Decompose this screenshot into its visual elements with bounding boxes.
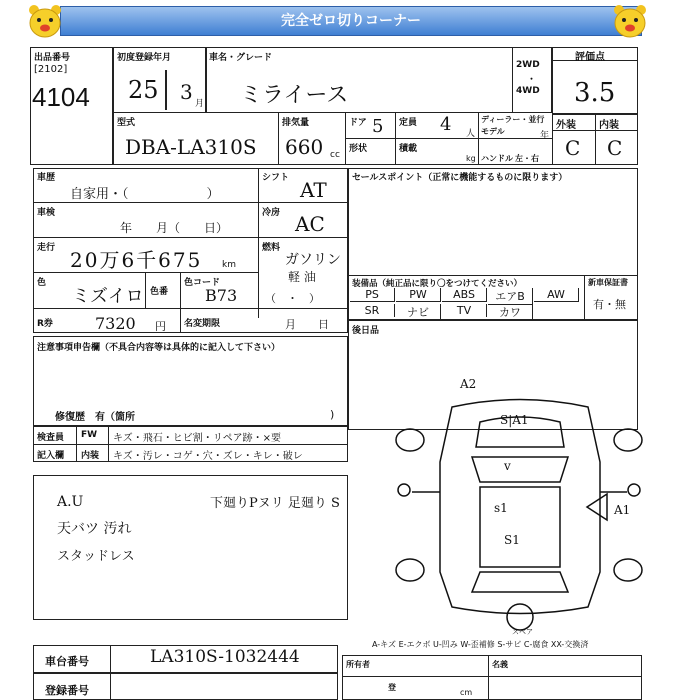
color-number-label: 色番: [150, 287, 169, 297]
name-change-label: 名変期限: [184, 319, 221, 329]
inspector-label: 検査員: [37, 433, 65, 443]
remarks-line2: 天バツ 汚れ: [57, 521, 132, 537]
history-label: 車歴: [37, 173, 56, 183]
exterior-grade: C: [565, 136, 581, 160]
mark-s-a1: S|A1: [500, 413, 529, 427]
doors-value: 5: [372, 116, 384, 137]
equipment-item: カワ: [488, 304, 533, 320]
recycle-unit: 円: [155, 320, 166, 333]
handle-label: ハンドル: [481, 154, 513, 163]
bear-mascot-left-icon: [25, 2, 65, 40]
inspector-interior: 内装: [81, 451, 100, 461]
mark-a1-right: A1: [614, 503, 631, 517]
equipment-item: AW: [534, 288, 579, 302]
equipment-item: エアB: [488, 288, 533, 305]
rear-seat-label: 後日品: [352, 326, 380, 336]
mark-v: v: [504, 459, 511, 473]
inspector-fw: FW: [81, 430, 98, 440]
capacity-label: 定員: [399, 118, 418, 128]
remarks-right: 下廻りPヌリ 足廻り S: [210, 496, 340, 511]
equipment-item: PS: [350, 288, 395, 302]
model-name-label: 車名・グレード: [209, 53, 273, 63]
model-year-unit: 年: [540, 131, 550, 141]
dealer-label: ディーラー・並行: [481, 115, 545, 124]
registration-month-unit: 月: [195, 99, 205, 109]
model-year-label: モデル: [481, 127, 505, 136]
shift-label: シフト: [262, 173, 290, 183]
inspection-value: 年 月（ 日）: [120, 221, 229, 235]
lot-number: 4104: [32, 82, 90, 112]
drive-4wd: 4WD: [516, 86, 540, 96]
equipment-label: 装備品（純正品に限り〇をつけてください）: [352, 279, 523, 289]
diagram-legend: A-キズ E-エクボ U-凹み W-歪補修 S-サビ C-腐食 XX-交換済: [372, 640, 589, 649]
inspector-row-fw: キズ・飛石・ヒビ割・リペア跡・×要: [113, 433, 281, 444]
lot-code: [2102]: [34, 64, 68, 75]
reg-label: 登: [388, 683, 396, 692]
equipment-item: TV: [442, 304, 487, 317]
fuel-handwritten: ガソリン: [285, 252, 341, 268]
repair-close: ): [330, 408, 335, 421]
drive-2wd: 2WD: [516, 60, 540, 70]
notes-label: 注意事項申告欄（不具合内容等は具体的に記入して下さい）: [37, 343, 281, 353]
mark-s1-lower: S1: [504, 533, 520, 547]
rating-label: 評価点: [575, 52, 605, 63]
equipment-grid: [350, 288, 582, 320]
shape-label: 形状: [349, 144, 368, 154]
model-name-value: ミライース: [240, 83, 349, 108]
name-label: 名義: [492, 660, 508, 669]
equipment-item: ナビ: [396, 304, 441, 320]
color-code-value: B73: [205, 286, 238, 305]
fuel-options: 軽 油: [288, 270, 316, 284]
type-label: 型式: [117, 118, 136, 128]
spare-label: スペア: [512, 628, 533, 636]
sales-point-label: セールスポイント（正常に機能するものに限ります）: [352, 173, 568, 183]
equipment-item: SR: [350, 304, 395, 317]
warranty-label: 新車保証書: [588, 278, 628, 287]
recycle-value: 7320: [95, 314, 136, 333]
mark-s1: s1: [494, 501, 508, 515]
fuel-label: 燃料: [262, 243, 281, 253]
displacement-value: 660: [285, 135, 324, 159]
exterior-label: 外装: [556, 120, 576, 131]
equipment-item: ABS: [442, 288, 487, 302]
recycle-label: R券: [37, 319, 53, 329]
displacement-unit: cc: [330, 150, 340, 160]
banner-title: 完全ゼロ切りコーナー: [60, 6, 642, 36]
cm-unit: cm: [460, 688, 473, 697]
inspection-label: 車検: [37, 208, 56, 218]
cooling-label: 冷房: [262, 208, 281, 218]
mileage-label: 走行: [37, 243, 56, 253]
capacity-value: 4: [440, 114, 452, 135]
remarks-line3: スタッドレス: [57, 549, 135, 564]
plate-label: 登録番号: [45, 684, 89, 697]
rating-value: 3.5: [574, 78, 616, 108]
color-value: ミズイロ: [72, 286, 144, 307]
shift-value: AT: [300, 178, 327, 202]
handle-options: 左・右: [515, 154, 539, 163]
chassis-label: 車台番号: [45, 655, 89, 668]
color-code-label: 色コード: [184, 278, 221, 288]
inspector-entry-label: 記入欄: [37, 451, 65, 461]
owner-label: 所有者: [346, 660, 370, 669]
color-label: 色: [37, 278, 47, 288]
registration-year: 25: [128, 76, 159, 104]
inspector-row-interior: キズ・汚レ・コゲ・穴・ズレ・キレ・破レ: [113, 451, 303, 462]
mileage-unit: km: [222, 260, 236, 270]
interior-grade: C: [607, 136, 623, 160]
name-change-value: 月 日: [285, 318, 329, 331]
bear-mascot-right-icon: [610, 2, 650, 40]
load-unit: kg: [466, 154, 476, 163]
displacement-label: 排気量: [282, 118, 310, 128]
load-label: 積載: [399, 144, 418, 154]
fuel-paren: （ ・ ）: [265, 292, 320, 305]
mileage-value: 20万6千675: [70, 248, 203, 272]
warranty-value: 有・無: [593, 298, 626, 311]
chassis-value: LA310S-1032444: [150, 647, 300, 667]
mark-a2: A2: [460, 377, 477, 391]
lot-label: 出品番号: [34, 53, 71, 63]
history-value: 自家用・（ ）: [70, 187, 220, 202]
capacity-unit: 人: [466, 129, 476, 139]
equipment-item: PW: [396, 288, 441, 302]
registration-label: 初度登録年月: [117, 53, 172, 63]
doors-label: ドア: [349, 118, 367, 128]
repair-history: 修復歴 有（箇所: [55, 412, 135, 423]
car-diagram: [392, 372, 647, 637]
type-value: DBA-LA310S: [125, 135, 257, 159]
remarks-line1: A.U: [57, 494, 84, 510]
cooling-value: AC: [295, 212, 325, 236]
interior-label: 内装: [599, 120, 619, 131]
registration-month: 3: [180, 80, 193, 104]
